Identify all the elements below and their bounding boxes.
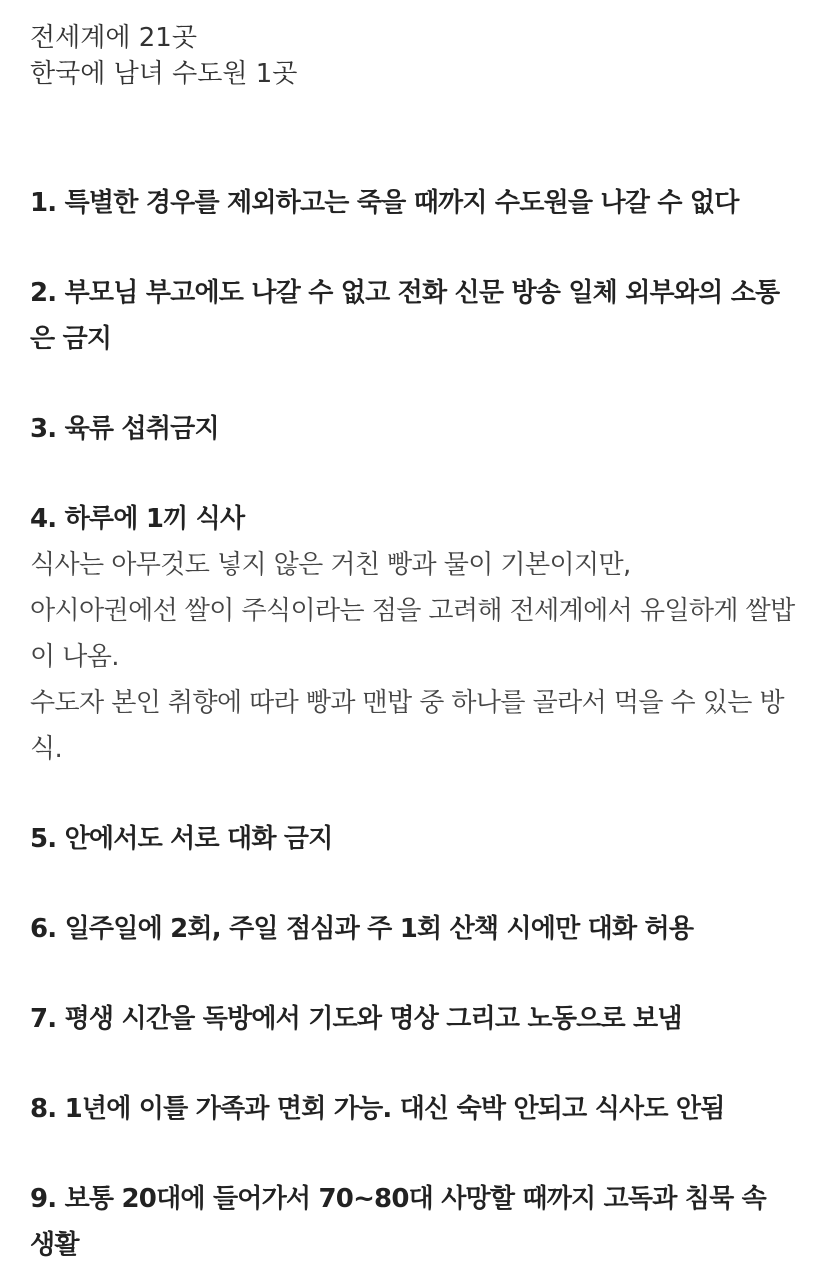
rule-item [30,1176,798,1268]
rule-title: 4. 하루에 1끼 식사 [30,504,245,534]
rule-title: 8. 1년에 이틀 가족과 면회 가능. 대신 숙박 안되고 식사도 안됨 [30,1094,725,1124]
rule-item [30,496,798,772]
rule-item [30,816,798,862]
rule-title: 1. 특별한 경우를 제외하고는 죽을 때까지 수도원을 나갈 수 없다 [30,188,739,218]
rule-item [30,180,798,226]
rule-description: 수도자 본인 취향에 따라 빵과 맨밥 중 하나를 골라서 먹을 수 있는 방식. [30,688,784,764]
rule-title: 9. 보통 20대에 들어가서 70~80대 사망할 때까지 고독과 침묵 속 생활 [30,1184,767,1260]
rules-list [30,180,798,1268]
intro [30,20,798,92]
rule-item [30,406,798,452]
rule-title: 2. 부모님 부고에도 나갈 수 없고 전화 신문 방송 일체 외부와의 소통은 금지 [30,278,780,354]
rule-title: 6. 일주일에 2회, 주일 점심과 주 1회 산책 시에만 대화 허용 [30,914,694,944]
intro-line-korea: 한국에 남녀 수도원 1곳 [30,59,298,89]
rule-item [30,1086,798,1132]
rule-description: 아시아권에선 쌀이 주식이라는 점을 고려해 전세계에서 유일하게 쌀밥이 나옴. [30,596,795,672]
rule-title: 5. 안에서도 서로 대화 금지 [30,824,333,854]
rule-item [30,996,798,1042]
rule-description: 식사는 아무것도 넣지 않은 거친 빵과 물이 기본이지만, [30,550,631,580]
rule-title: 3. 육류 섭취금지 [30,414,219,444]
rule-item [30,906,798,952]
intro-line-worldwide: 전세계에 21곳 [30,23,197,53]
rule-title: 7. 평생 시간을 독방에서 기도와 명상 그리고 노동으로 보냄 [30,1004,682,1034]
rule-item [30,270,798,362]
